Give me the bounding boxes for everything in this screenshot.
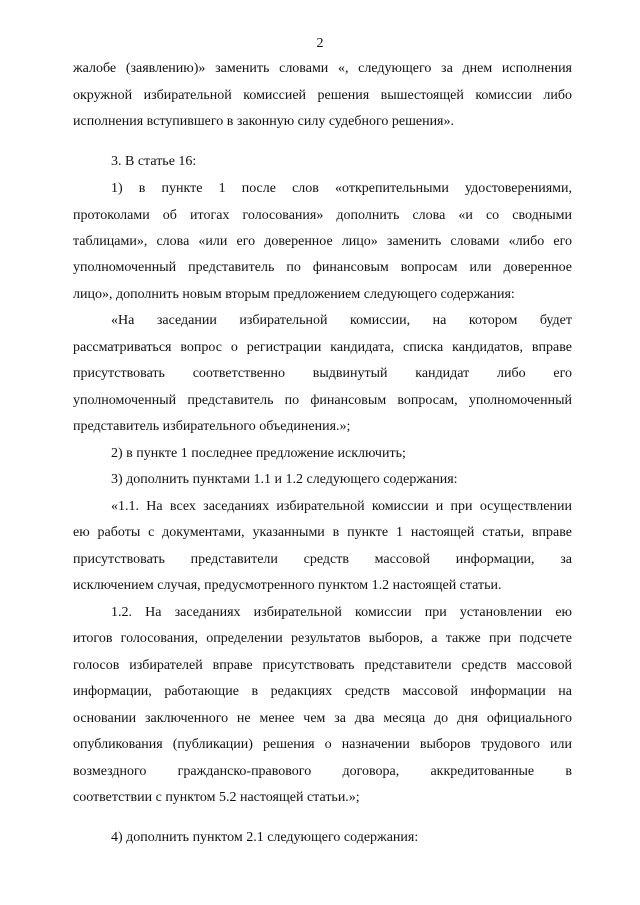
text-line: исполнения вступившего в законную силу судебного решения». [73, 114, 454, 129]
text-line: соответствии с пунктом 5.2 настоящей статьи.»; [73, 790, 360, 805]
text-line: лицо», дополнить новым вторым предложением следующего содержания: [73, 287, 515, 302]
text-line: голосов избирателей вправе присутствовать представители средств массовой [73, 658, 572, 673]
text-line: возмездного гражданско-правового договора, аккредитованные в [73, 764, 572, 779]
text-line: присутствовать соответственно выдвинутый кандидат либо его [73, 366, 572, 381]
text-line: 2) в пункте 1 последнее предложение исключить; [111, 446, 406, 461]
section-heading: 3. В статье 16: [111, 154, 197, 169]
text-line: «На заседании избирательной комиссии, на котором будет [111, 313, 572, 328]
text-line: 1.2. На заседаниях избирательной комиссии при установлении ею [111, 605, 572, 620]
text-line: итогов голосования, определении результатов выборов, а также при подсчете [73, 631, 572, 646]
text-line: информации, работающие в редакциях средств массовой информации на [73, 684, 572, 699]
text-line: уполномоченный представитель по финансовым вопросам, уполномоченный [73, 393, 572, 408]
text-line: таблицами», слова «или его доверенное лицо» заменить словами «либо его [73, 234, 572, 249]
text-line: уполномоченный представитель по финансовым вопросам или доверенное [73, 260, 572, 275]
text-line: протоколами об итогах голосования» дополнить слова «и со сводными [73, 208, 572, 223]
text-line: 3) дополнить пунктами 1.1 и 1.2 следующего содержания: [111, 472, 458, 487]
text-line: 1) в пункте 1 после слов «открепительными удостоверениями, [111, 181, 572, 196]
text-line: представитель избирательного объединения.»; [73, 419, 351, 434]
text-line: жалобе (заявлению)» заменить словами «, следующего за днем исполнения [73, 61, 572, 76]
text-line: опубликования (публикации) решения о назначении выборов трудового или [73, 737, 572, 752]
text-line: присутствовать представители средств массовой информации, за [73, 552, 572, 567]
text-line: 4) дополнить пунктом 2.1 следующего содержания: [111, 830, 419, 845]
text-line: окружной избирательной комиссией решения вышестоящей комиссии либо [73, 88, 572, 103]
text-line: исключением случая, предусмотренного пунктом 1.2 настоящей статьи. [73, 578, 502, 593]
text-line: основании заключенного не менее чем за два месяца до дня официального [73, 711, 572, 726]
page-number: 2 [316, 36, 324, 51]
text-line: ею работы с документами, указанными в пункте 1 настоящей статьи, вправе [73, 525, 572, 540]
text-line: рассматриваться вопрос о регистрации кандидата, списка кандидатов, вправе [73, 340, 572, 355]
text-line: «1.1. На всех заседаниях избирательной комиссии и при осуществлении [111, 499, 572, 514]
